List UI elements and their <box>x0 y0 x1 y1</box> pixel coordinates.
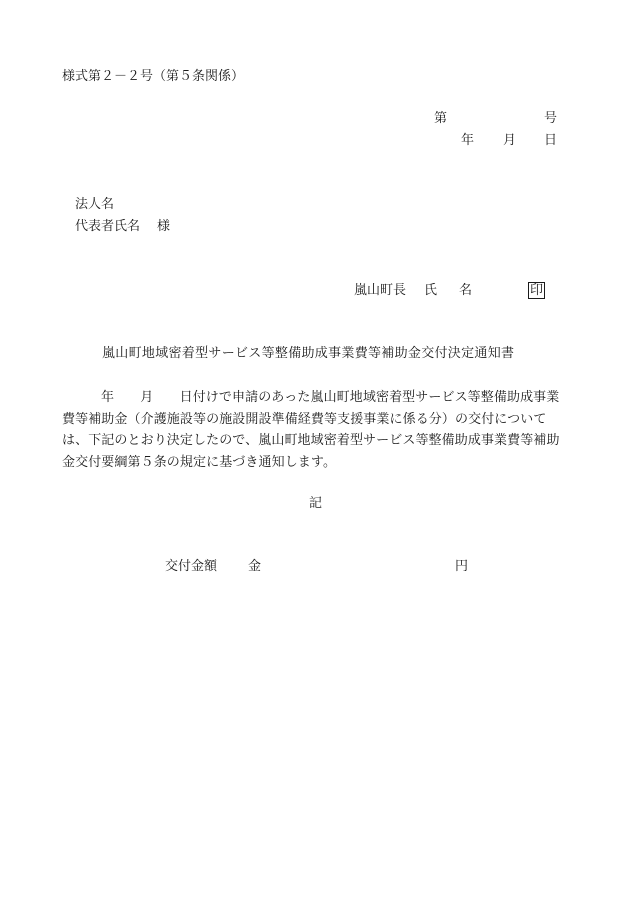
date-month: 月 <box>503 133 517 148</box>
amount-prefix: 金 <box>248 559 262 574</box>
sender-title: 嵐山町長 <box>354 283 407 298</box>
seal-mark: 印 <box>530 283 544 298</box>
body-paragraph: 年 月 日付けで申請のあった嵐山町地域密着型サービス等整備助成事業費等補助金（介護施設等の施設開設準備経費等支援事業に係る分）の交付については、下記のとおり決定したので、嵐山町地域密着型サービス等整備助成事業費等補助金交付要綱第５条の規定に基づき通知します。 <box>62 390 560 470</box>
recipient-honorific: 様 <box>157 219 171 234</box>
amount-unit: 円 <box>455 559 469 574</box>
sender-name-label-2: 名 <box>459 283 473 298</box>
doc-number-suffix: 号 <box>544 111 558 126</box>
form-number: 様式第２－２号（第５条関係） <box>62 69 245 84</box>
recipient-corporation: 法人名 <box>75 197 115 212</box>
date-day: 日 <box>544 133 558 148</box>
doc-number-prefix: 第 <box>434 111 448 126</box>
recipient-representative: 代表者氏名 <box>75 219 141 234</box>
ki-heading: 記 <box>309 496 323 511</box>
sender-name-label-1: 氏 <box>424 283 438 298</box>
amount-label: 交付金額 <box>165 559 218 574</box>
document-title: 嵐山町地域密着型サービス等整備助成事業費等補助金交付決定通知書 <box>102 346 515 361</box>
date-year: 年 <box>461 133 475 148</box>
